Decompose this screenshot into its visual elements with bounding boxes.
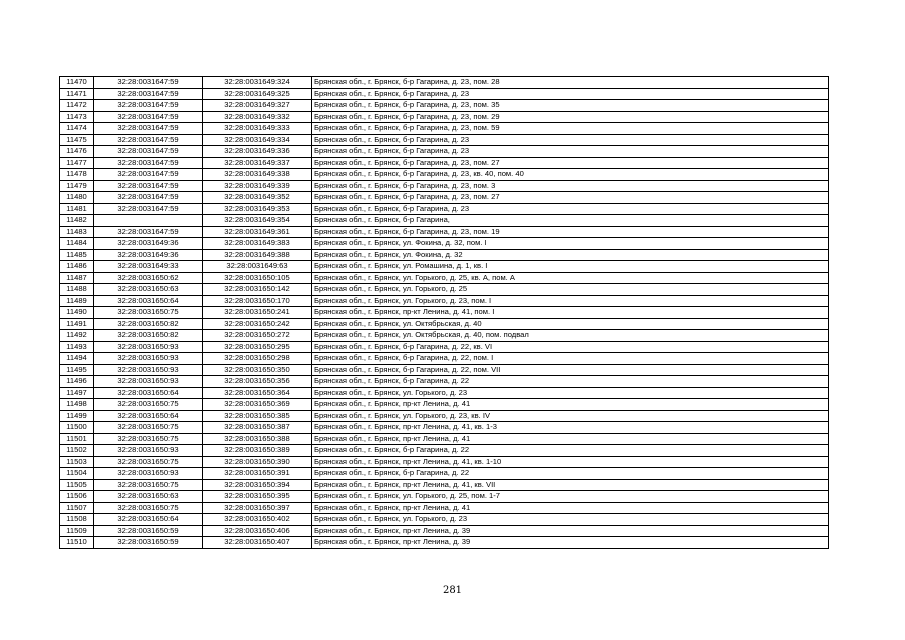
cadastral-number-cell: 32:28:0031650:402 bbox=[203, 514, 312, 526]
cadastral-number-cell: 32:28:0031650:170 bbox=[203, 295, 312, 307]
address-cell: Брянская обл., г. Брянск, б-р Гагарина, bbox=[312, 215, 829, 227]
parent-cadastral-number-cell: 32:28:0031647:59 bbox=[94, 180, 203, 192]
address-cell: Брянская обл., г. Брянск, б-р Гагарина, д. 23 bbox=[312, 134, 829, 146]
table-row bbox=[60, 456, 829, 468]
table-row bbox=[60, 318, 829, 330]
cadastral-number-cell: 32:28:0031649:388 bbox=[203, 249, 312, 261]
cadastral-number-cell: 32:28:0031650:385 bbox=[203, 410, 312, 422]
address-cell: Брянская обл., г. Брянск, ул. Горького, д. 25, кв. А, пом. А bbox=[312, 272, 829, 284]
row-number-cell: 11475 bbox=[60, 134, 94, 146]
cadastral-number-cell: 32:28:0031650:388 bbox=[203, 433, 312, 445]
cadastral-number-cell: 32:28:0031650:397 bbox=[203, 502, 312, 514]
table-row bbox=[60, 479, 829, 491]
table-row bbox=[60, 330, 829, 342]
cadastral-number-cell: 32:28:0031649:324 bbox=[203, 77, 312, 89]
parent-cadastral-number-cell: 32:28:0031650:59 bbox=[94, 525, 203, 537]
row-number-cell: 11510 bbox=[60, 537, 94, 549]
cadastral-number-cell: 32:28:0031650:242 bbox=[203, 318, 312, 330]
parent-cadastral-number-cell: 32:28:0031650:93 bbox=[94, 376, 203, 388]
address-cell: Брянская обл., г. Брянск, ул. Ромашина, д. 1, кв. I bbox=[312, 261, 829, 273]
table-row bbox=[60, 468, 829, 480]
parent-cadastral-number-cell bbox=[94, 215, 203, 227]
table-row bbox=[60, 192, 829, 204]
row-number-cell: 11508 bbox=[60, 514, 94, 526]
cadastral-table bbox=[59, 76, 829, 549]
parent-cadastral-number-cell: 32:28:0031650:75 bbox=[94, 433, 203, 445]
cadastral-number-cell: 32:28:0031649:334 bbox=[203, 134, 312, 146]
table-row bbox=[60, 146, 829, 158]
parent-cadastral-number-cell: 32:28:0031650:75 bbox=[94, 456, 203, 468]
address-cell: Брянская обл., г. Брянск, ул. Октябрьская, д. 40, пом. подвал bbox=[312, 330, 829, 342]
cadastral-number-cell: 32:28:0031649:354 bbox=[203, 215, 312, 227]
table-row bbox=[60, 157, 829, 169]
address-cell: Брянская обл., г. Брянск, ул. Фокина, д. 32 bbox=[312, 249, 829, 261]
table-row bbox=[60, 387, 829, 399]
table-row bbox=[60, 353, 829, 365]
table-row bbox=[60, 514, 829, 526]
row-number-cell: 11494 bbox=[60, 353, 94, 365]
row-number-cell: 11479 bbox=[60, 180, 94, 192]
parent-cadastral-number-cell: 32:28:0031647:59 bbox=[94, 203, 203, 215]
row-number-cell: 11503 bbox=[60, 456, 94, 468]
row-number-cell: 11484 bbox=[60, 238, 94, 250]
cadastral-number-cell: 32:28:0031650:350 bbox=[203, 364, 312, 376]
row-number-cell: 11487 bbox=[60, 272, 94, 284]
row-number-cell: 11499 bbox=[60, 410, 94, 422]
row-number-cell: 11476 bbox=[60, 146, 94, 158]
address-cell: Брянская обл., г. Брянск, ул. Горького, д. 23, пом. I bbox=[312, 295, 829, 307]
address-cell: Брянская обл., г. Брянск, б-р Гагарина, д. 23, пом. 27 bbox=[312, 192, 829, 204]
cadastral-number-cell: 32:28:0031649:327 bbox=[203, 100, 312, 112]
address-cell: Брянская обл., г. Брянск, б-р Гагарина, д. 23 bbox=[312, 88, 829, 100]
cadastral-number-cell: 32:28:0031650:356 bbox=[203, 376, 312, 388]
address-cell: Брянская обл., г. Брянск, пр-кт Ленина, д. 41, кв. 1-3 bbox=[312, 422, 829, 434]
row-number-cell: 11497 bbox=[60, 387, 94, 399]
cadastral-number-cell: 32:28:0031650:295 bbox=[203, 341, 312, 353]
cadastral-number-cell: 32:28:0031649:383 bbox=[203, 238, 312, 250]
table-row bbox=[60, 123, 829, 135]
row-number-cell: 11498 bbox=[60, 399, 94, 411]
parent-cadastral-number-cell: 32:28:0031650:64 bbox=[94, 514, 203, 526]
row-number-cell: 11483 bbox=[60, 226, 94, 238]
address-cell: Брянская обл., г. Брянск, б-р Гагарина, д. 23, пом. 28 bbox=[312, 77, 829, 89]
cadastral-number-cell: 32:28:0031650:142 bbox=[203, 284, 312, 296]
cadastral-number-cell: 32:28:0031649:338 bbox=[203, 169, 312, 181]
table-row bbox=[60, 422, 829, 434]
parent-cadastral-number-cell: 32:28:0031647:59 bbox=[94, 192, 203, 204]
table-row bbox=[60, 215, 829, 227]
table-row bbox=[60, 433, 829, 445]
row-number-cell: 11509 bbox=[60, 525, 94, 537]
parent-cadastral-number-cell: 32:28:0031650:93 bbox=[94, 353, 203, 365]
parent-cadastral-number-cell: 32:28:0031647:59 bbox=[94, 157, 203, 169]
table-row bbox=[60, 341, 829, 353]
cadastral-number-cell: 32:28:0031649:333 bbox=[203, 123, 312, 135]
table-row bbox=[60, 502, 829, 514]
cadastral-number-cell: 32:28:0031649:337 bbox=[203, 157, 312, 169]
row-number-cell: 11501 bbox=[60, 433, 94, 445]
row-number-cell: 11485 bbox=[60, 249, 94, 261]
cadastral-number-cell: 32:28:0031650:369 bbox=[203, 399, 312, 411]
address-cell: Брянская обл., г. Брянск, ул. Октябрьская, д. 40 bbox=[312, 318, 829, 330]
address-cell: Брянская обл., г. Брянск, пр-кт Ленина, д. 39 bbox=[312, 525, 829, 537]
address-cell: Брянская обл., г. Брянск, пр-кт Ленина, д. 41, кв. 1-10 bbox=[312, 456, 829, 468]
cadastral-number-cell: 32:28:0031649:339 bbox=[203, 180, 312, 192]
parent-cadastral-number-cell: 32:28:0031650:75 bbox=[94, 307, 203, 319]
parent-cadastral-number-cell: 32:28:0031647:59 bbox=[94, 100, 203, 112]
table-row bbox=[60, 261, 829, 273]
address-cell: Брянская обл., г. Брянск, ул. Горького, д. 25 bbox=[312, 284, 829, 296]
table-row bbox=[60, 203, 829, 215]
cadastral-number-cell: 32:28:0031650:406 bbox=[203, 525, 312, 537]
cadastral-number-cell: 32:28:0031649:336 bbox=[203, 146, 312, 158]
cadastral-number-cell: 32:28:0031650:241 bbox=[203, 307, 312, 319]
row-number-cell: 11471 bbox=[60, 88, 94, 100]
address-cell: Брянская обл., г. Брянск, ул. Горького, д. 23, кв. IV bbox=[312, 410, 829, 422]
cadastral-number-cell: 32:28:0031649:353 bbox=[203, 203, 312, 215]
row-number-cell: 11480 bbox=[60, 192, 94, 204]
table-row bbox=[60, 249, 829, 261]
parent-cadastral-number-cell: 32:28:0031647:59 bbox=[94, 88, 203, 100]
table-row bbox=[60, 100, 829, 112]
address-cell: Брянская обл., г. Брянск, б-р Гагарина, д. 23, пом. 59 bbox=[312, 123, 829, 135]
table-row bbox=[60, 445, 829, 457]
parent-cadastral-number-cell: 32:28:0031647:59 bbox=[94, 169, 203, 181]
row-number-cell: 11472 bbox=[60, 100, 94, 112]
table-row bbox=[60, 134, 829, 146]
parent-cadastral-number-cell: 32:28:0031650:64 bbox=[94, 295, 203, 307]
row-number-cell: 11482 bbox=[60, 215, 94, 227]
address-cell: Брянская обл., г. Брянск, б-р Гагарина, д. 22 bbox=[312, 376, 829, 388]
row-number-cell: 11477 bbox=[60, 157, 94, 169]
cadastral-number-cell: 32:28:0031650:389 bbox=[203, 445, 312, 457]
table-row bbox=[60, 376, 829, 388]
parent-cadastral-number-cell: 32:28:0031649:36 bbox=[94, 249, 203, 261]
address-cell: Брянская обл., г. Брянск, б-р Гагарина, д. 22, пом. VII bbox=[312, 364, 829, 376]
row-number-cell: 11505 bbox=[60, 479, 94, 491]
address-cell: Брянская обл., г. Брянск, б-р Гагарина, д. 23, пом. 19 bbox=[312, 226, 829, 238]
parent-cadastral-number-cell: 32:28:0031650:64 bbox=[94, 387, 203, 399]
parent-cadastral-number-cell: 32:28:0031647:59 bbox=[94, 226, 203, 238]
page-number: 281 bbox=[442, 585, 463, 596]
cadastral-number-cell: 32:28:0031650:105 bbox=[203, 272, 312, 284]
table-row bbox=[60, 410, 829, 422]
row-number-cell: 11478 bbox=[60, 169, 94, 181]
address-cell: Брянская обл., г. Брянск, б-р Гагарина, д. 22, пом. I bbox=[312, 353, 829, 365]
table-row bbox=[60, 77, 829, 89]
row-number-cell: 11488 bbox=[60, 284, 94, 296]
parent-cadastral-number-cell: 32:28:0031647:59 bbox=[94, 146, 203, 158]
cadastral-number-cell: 32:28:0031649:352 bbox=[203, 192, 312, 204]
parent-cadastral-number-cell: 32:28:0031649:33 bbox=[94, 261, 203, 273]
parent-cadastral-number-cell: 32:28:0031650:93 bbox=[94, 341, 203, 353]
cadastral-number-cell: 32:28:0031650:387 bbox=[203, 422, 312, 434]
address-cell: Брянская обл., г. Брянск, б-р Гагарина, д. 22 bbox=[312, 445, 829, 457]
row-number-cell: 11486 bbox=[60, 261, 94, 273]
row-number-cell: 11506 bbox=[60, 491, 94, 503]
address-cell: Брянская обл., г. Брянск, ул. Горького, д. 25, пом. 1-7 bbox=[312, 491, 829, 503]
table-row bbox=[60, 180, 829, 192]
row-number-cell: 11493 bbox=[60, 341, 94, 353]
address-cell: Брянская обл., г. Брянск, б-р Гагарина, д. 22 bbox=[312, 468, 829, 480]
row-number-cell: 11470 bbox=[60, 77, 94, 89]
table-row bbox=[60, 525, 829, 537]
address-cell: Брянская обл., г. Брянск, ул. Горького, д. 23 bbox=[312, 514, 829, 526]
address-cell: Брянская обл., г. Брянск, б-р Гагарина, д. 23, кв. 40, пом. 40 bbox=[312, 169, 829, 181]
address-cell: Брянская обл., г. Брянск, пр-кт Ленина, д. 39 bbox=[312, 537, 829, 549]
table-row bbox=[60, 169, 829, 181]
cadastral-number-cell: 32:28:0031649:332 bbox=[203, 111, 312, 123]
row-number-cell: 11490 bbox=[60, 307, 94, 319]
table-row bbox=[60, 295, 829, 307]
parent-cadastral-number-cell: 32:28:0031650:93 bbox=[94, 445, 203, 457]
address-cell: Брянская обл., г. Брянск, ул. Фокина, д. 32, пом. I bbox=[312, 238, 829, 250]
row-number-cell: 11489 bbox=[60, 295, 94, 307]
address-cell: Брянская обл., г. Брянск, пр-кт Ленина, д. 41 bbox=[312, 433, 829, 445]
table-row bbox=[60, 307, 829, 319]
table-row bbox=[60, 111, 829, 123]
parent-cadastral-number-cell: 32:28:0031650:63 bbox=[94, 491, 203, 503]
parent-cadastral-number-cell: 32:28:0031650:63 bbox=[94, 284, 203, 296]
address-cell: Брянская обл., г. Брянск, пр-кт Ленина, д. 41 bbox=[312, 502, 829, 514]
parent-cadastral-number-cell: 32:28:0031650:64 bbox=[94, 410, 203, 422]
table-row bbox=[60, 537, 829, 549]
address-cell: Брянская обл., г. Брянск, б-р Гагарина, д. 23, пом. 29 bbox=[312, 111, 829, 123]
table-row bbox=[60, 226, 829, 238]
parent-cadastral-number-cell: 32:28:0031650:93 bbox=[94, 468, 203, 480]
address-cell: Брянская обл., г. Брянск, пр-кт Ленина, д. 41, кв. VII bbox=[312, 479, 829, 491]
row-number-cell: 11491 bbox=[60, 318, 94, 330]
parent-cadastral-number-cell: 32:28:0031650:75 bbox=[94, 479, 203, 491]
cadastral-number-cell: 32:28:0031650:272 bbox=[203, 330, 312, 342]
address-cell: Брянская обл., г. Брянск, б-р Гагарина, д. 23, пом. 3 bbox=[312, 180, 829, 192]
address-cell: Брянская обл., г. Брянск, б-р Гагарина, д. 23 bbox=[312, 203, 829, 215]
parent-cadastral-number-cell: 32:28:0031650:62 bbox=[94, 272, 203, 284]
address-cell: Брянская обл., г. Брянск, б-р Гагарина, д. 23, пом. 27 bbox=[312, 157, 829, 169]
row-number-cell: 11474 bbox=[60, 123, 94, 135]
parent-cadastral-number-cell: 32:28:0031647:59 bbox=[94, 134, 203, 146]
parent-cadastral-number-cell: 32:28:0031647:59 bbox=[94, 123, 203, 135]
parent-cadastral-number-cell: 32:28:0031649:36 bbox=[94, 238, 203, 250]
parent-cadastral-number-cell: 32:28:0031647:59 bbox=[94, 77, 203, 89]
parent-cadastral-number-cell: 32:28:0031650:59 bbox=[94, 537, 203, 549]
address-cell: Брянская обл., г. Брянск, пр-кт Ленина, д. 41, пом. I bbox=[312, 307, 829, 319]
cadastral-number-cell: 32:28:0031650:390 bbox=[203, 456, 312, 468]
table-row bbox=[60, 399, 829, 411]
table-row bbox=[60, 284, 829, 296]
cadastral-number-cell: 32:28:0031649:63 bbox=[203, 261, 312, 273]
address-cell: Брянская обл., г. Брянск, б-р Гагарина, д. 22, кв. VI bbox=[312, 341, 829, 353]
row-number-cell: 11495 bbox=[60, 364, 94, 376]
row-number-cell: 11507 bbox=[60, 502, 94, 514]
table-body bbox=[60, 77, 829, 549]
address-cell: Брянская обл., г. Брянск, ул. Горького, д. 23 bbox=[312, 387, 829, 399]
parent-cadastral-number-cell: 32:28:0031650:82 bbox=[94, 330, 203, 342]
row-number-cell: 11502 bbox=[60, 445, 94, 457]
row-number-cell: 11473 bbox=[60, 111, 94, 123]
cadastral-number-cell: 32:28:0031650:298 bbox=[203, 353, 312, 365]
row-number-cell: 11496 bbox=[60, 376, 94, 388]
address-cell: Брянская обл., г. Брянск, пр-кт Ленина, д. 41 bbox=[312, 399, 829, 411]
row-number-cell: 11504 bbox=[60, 468, 94, 480]
table-row bbox=[60, 491, 829, 503]
parent-cadastral-number-cell: 32:28:0031650:75 bbox=[94, 399, 203, 411]
cadastral-number-cell: 32:28:0031650:364 bbox=[203, 387, 312, 399]
parent-cadastral-number-cell: 32:28:0031650:93 bbox=[94, 364, 203, 376]
table-row bbox=[60, 364, 829, 376]
parent-cadastral-number-cell: 32:28:0031650:75 bbox=[94, 422, 203, 434]
cadastral-number-cell: 32:28:0031650:391 bbox=[203, 468, 312, 480]
parent-cadastral-number-cell: 32:28:0031650:75 bbox=[94, 502, 203, 514]
address-cell: Брянская обл., г. Брянск, б-р Гагарина, д. 23 bbox=[312, 146, 829, 158]
cadastral-number-cell: 32:28:0031650:407 bbox=[203, 537, 312, 549]
row-number-cell: 11492 bbox=[60, 330, 94, 342]
parent-cadastral-number-cell: 32:28:0031647:59 bbox=[94, 111, 203, 123]
table-row bbox=[60, 272, 829, 284]
cadastral-number-cell: 32:28:0031649:361 bbox=[203, 226, 312, 238]
table-row bbox=[60, 88, 829, 100]
cadastral-number-cell: 32:28:0031650:394 bbox=[203, 479, 312, 491]
address-cell: Брянская обл., г. Брянск, б-р Гагарина, д. 23, пом. 35 bbox=[312, 100, 829, 112]
row-number-cell: 11500 bbox=[60, 422, 94, 434]
cadastral-number-cell: 32:28:0031649:325 bbox=[203, 88, 312, 100]
cadastral-number-cell: 32:28:0031650:395 bbox=[203, 491, 312, 503]
table-row bbox=[60, 238, 829, 250]
row-number-cell: 11481 bbox=[60, 203, 94, 215]
parent-cadastral-number-cell: 32:28:0031650:82 bbox=[94, 318, 203, 330]
